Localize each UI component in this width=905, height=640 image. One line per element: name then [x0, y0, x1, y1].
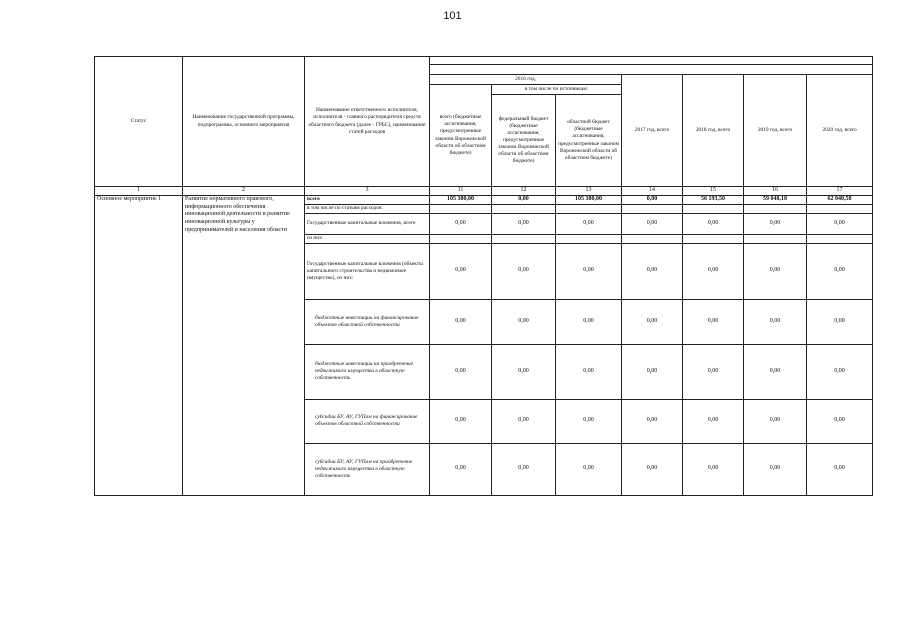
header-year-2016: 2016 год,: [430, 75, 622, 85]
value-cell: 105 380,00: [430, 195, 492, 204]
value-cell: 56 193,50: [683, 195, 744, 204]
col-number: 1: [95, 187, 183, 196]
header-executor: Наименование ответственного исполнителя, исполнителя - главного распорядителя средств областного бюджета (далее - ГРБС), наименование статей расходов: [305, 57, 430, 187]
value-cell: 0,00: [556, 299, 622, 344]
value-cell: [683, 234, 744, 243]
budget-table: [94, 56, 873, 496]
value-cell: 0,00: [683, 399, 744, 443]
header-regional: областной бюджет (бюджетные ассигнования, предусмотренные законом Воронежской области об областном бюджете): [556, 95, 622, 187]
value-cell: 0,00: [744, 344, 807, 399]
value-cell: 0,00: [556, 243, 622, 299]
value-cell: 0,00: [807, 243, 873, 299]
value-cell: 0,00: [492, 195, 556, 204]
value-cell: [744, 204, 807, 213]
value-cell: 0,00: [492, 243, 556, 299]
value-cell: 0,00: [492, 399, 556, 443]
value-cell: 0,00: [683, 299, 744, 344]
value-cell: 0,00: [622, 399, 683, 443]
row-label: в том числе по статьям расходов:: [305, 204, 430, 213]
value-cell: [492, 234, 556, 243]
value-cell: [622, 234, 683, 243]
value-cell: 0,00: [807, 443, 873, 495]
value-cell: 0,00: [744, 443, 807, 495]
page-number: 101: [443, 10, 462, 22]
value-cell: [807, 204, 873, 213]
row-label: бюджетные инвестиции на финансирование объектов областной собственности: [305, 299, 430, 344]
value-cell: 0,00: [492, 213, 556, 234]
col-number: 17: [807, 187, 873, 196]
value-cell: 0,00: [430, 443, 492, 495]
value-cell: 0,00: [744, 299, 807, 344]
value-cell: 0,00: [807, 299, 873, 344]
value-cell: 0,00: [807, 213, 873, 234]
header-2020: 2020 год, всего: [807, 75, 873, 187]
header-2018: 2018 год, всего: [683, 75, 744, 187]
value-cell: 0,00: [683, 443, 744, 495]
value-cell: 0,00: [430, 213, 492, 234]
col-number: 12: [492, 187, 556, 196]
value-cell: 0,00: [807, 399, 873, 443]
value-cell: 0,00: [430, 299, 492, 344]
table-row: [95, 195, 873, 204]
value-cell: 0,00: [492, 443, 556, 495]
value-cell: 0,00: [807, 344, 873, 399]
row-label: всего: [305, 195, 430, 204]
row-label: субсидии БУ, АУ, ГУПам на приобретение недвижимого имущества в областную собственность: [305, 443, 430, 495]
value-cell: 0,00: [622, 243, 683, 299]
col-number: 2: [183, 187, 305, 196]
value-cell: 0,00: [744, 243, 807, 299]
col-number: 3: [305, 187, 430, 196]
value-cell: 0,00: [622, 344, 683, 399]
header-2017: 2017 год, всего: [622, 75, 683, 187]
value-cell: [430, 204, 492, 213]
value-cell: [492, 204, 556, 213]
value-cell: [744, 234, 807, 243]
value-cell: 0,00: [430, 344, 492, 399]
value-cell: [622, 204, 683, 213]
value-cell: 62 040,58: [807, 195, 873, 204]
header-blank-top: [430, 57, 873, 65]
value-cell: 59 048,18: [744, 195, 807, 204]
value-cell: 0,00: [683, 243, 744, 299]
col-number: 16: [744, 187, 807, 196]
value-cell: 0,00: [556, 443, 622, 495]
value-cell: 105 380,00: [556, 195, 622, 204]
value-cell: 0,00: [683, 213, 744, 234]
value-cell: 0,00: [556, 344, 622, 399]
value-cell: 0,00: [622, 299, 683, 344]
value-cell: 0,00: [622, 213, 683, 234]
value-cell: 0,00: [622, 443, 683, 495]
header-2019: 2019 год, всего: [744, 75, 807, 187]
value-cell: 0,00: [683, 344, 744, 399]
value-cell: [556, 234, 622, 243]
row-label: субсидии БУ, АУ, ГУПам на финансирование объектов областной собственности: [305, 399, 430, 443]
measure-name-cell: Развитие нормативного правового, информационного обеспечения инновационной деятельности и развитие инновационной культуры у предпринимателей и населения области: [183, 195, 305, 495]
value-cell: 0,00: [556, 399, 622, 443]
value-cell: [807, 234, 873, 243]
header-blank-second: [430, 65, 873, 75]
value-cell: 0,00: [556, 213, 622, 234]
value-cell: 0,00: [430, 243, 492, 299]
row-label: из них:: [305, 234, 430, 243]
col-number: 15: [683, 187, 744, 196]
col-number: 13: [556, 187, 622, 196]
header-status: Статус: [95, 57, 183, 187]
col-number: 14: [622, 187, 683, 196]
value-cell: 0,00: [744, 399, 807, 443]
row-label: Государственные капитальные вложения (объекты капитального строительства и недвижимое имущество), из них:: [305, 243, 430, 299]
column-number-row: [95, 187, 873, 196]
value-cell: 0,00: [492, 344, 556, 399]
header-name: Наименование государственной программы, подпрограммы, основного мероприятия: [183, 57, 305, 187]
row-label: Государственные капитальные вложения, всего: [305, 213, 430, 234]
value-cell: 0,00: [622, 195, 683, 204]
value-cell: [430, 234, 492, 243]
value-cell: 0,00: [492, 299, 556, 344]
col-number: 11: [430, 187, 492, 196]
header-federal: федеральный бюджет (бюджетные ассигнования, предусмотренные законом Воронежской области об областном бюджете): [492, 95, 556, 187]
status-cell: Основное мероприятие 1: [95, 195, 183, 495]
value-cell: [683, 204, 744, 213]
header-total: всего (бюджетные ассигнования, предусмотренные законом Воронежской области об областном бюджете): [430, 85, 492, 187]
value-cell: 0,00: [430, 399, 492, 443]
value-cell: 0,00: [744, 213, 807, 234]
row-label: бюджетные инвестиции на приобретение недвижимого имущества в областную собственность: [305, 344, 430, 399]
value-cell: [556, 204, 622, 213]
header-sources: в том числе по источникам:: [492, 85, 622, 95]
